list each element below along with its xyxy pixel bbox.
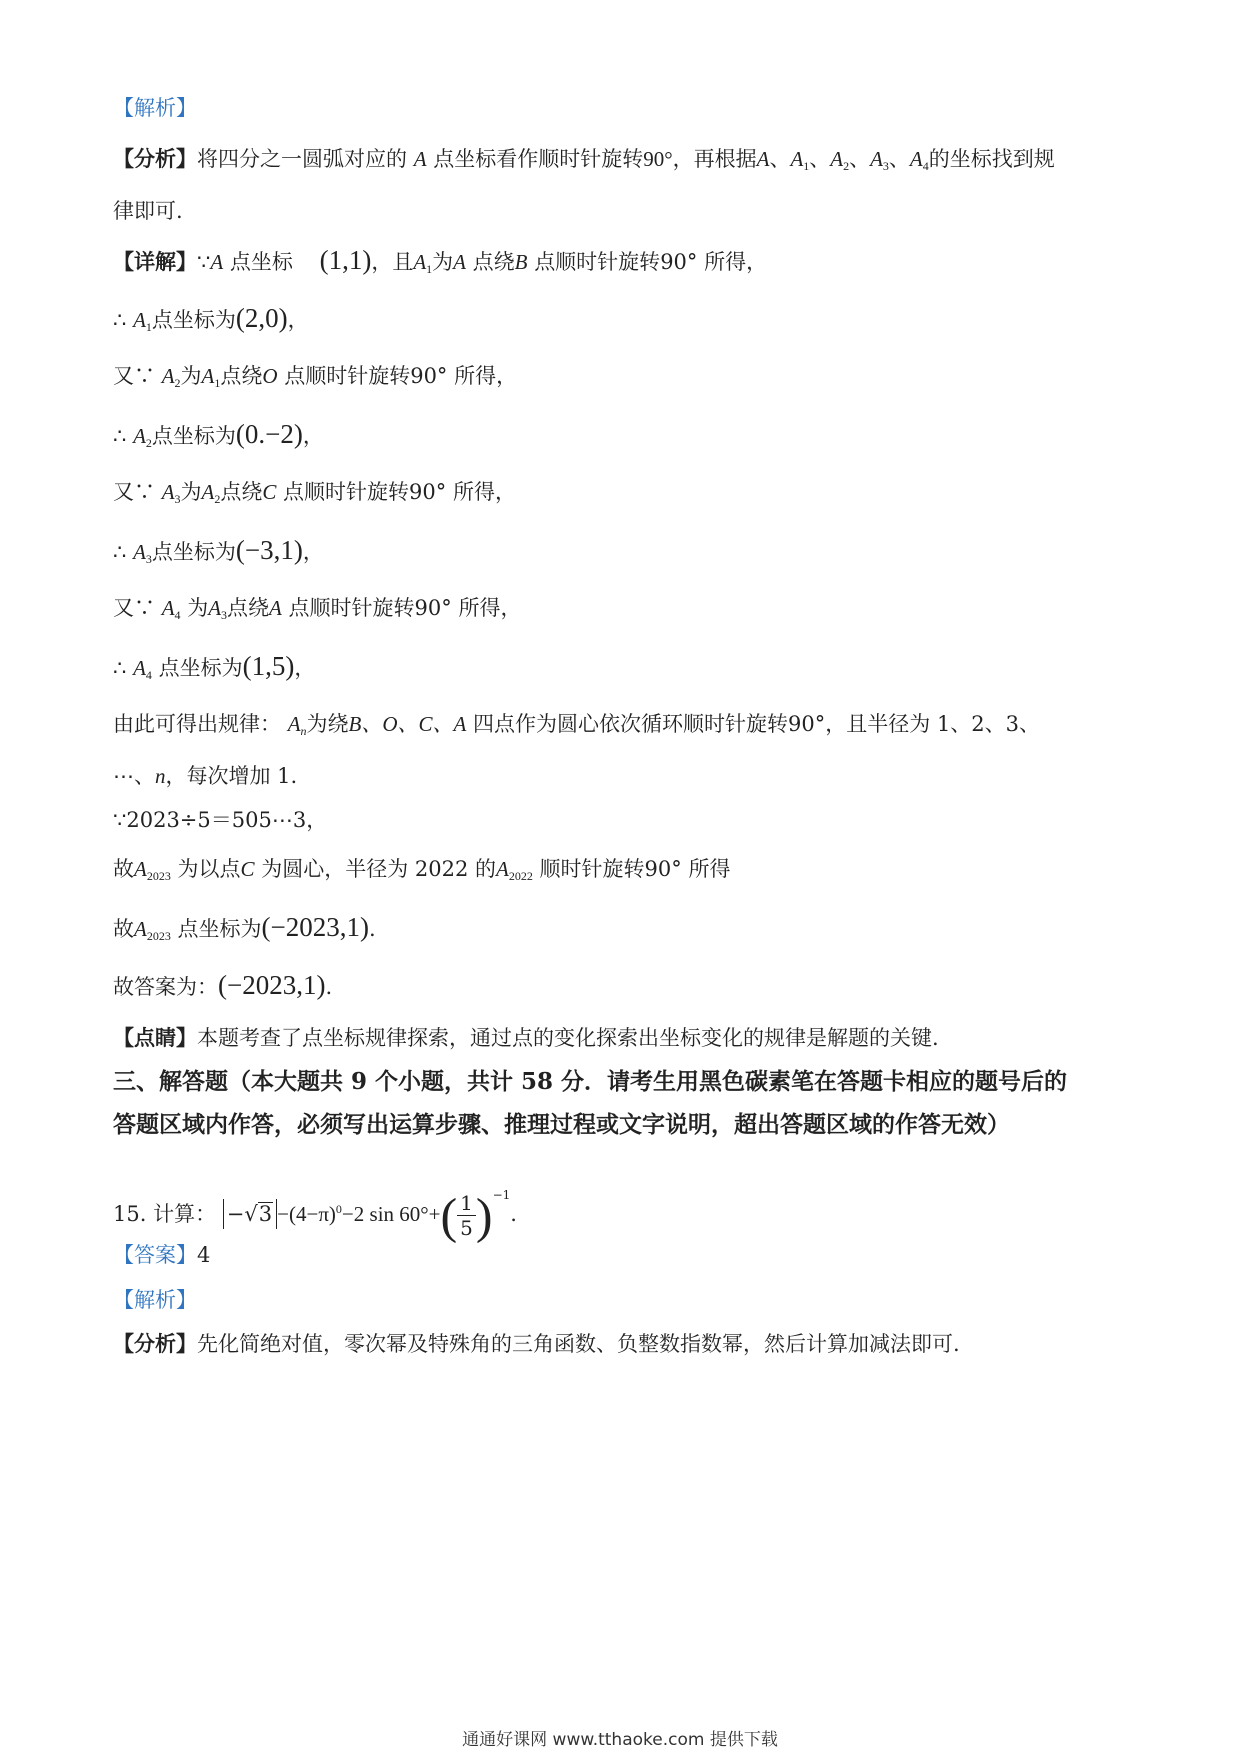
analysis-text-d: 的坐标找到规 [928, 147, 1055, 171]
text: 所得， [454, 364, 518, 388]
math-A4: $A_4$ [161, 596, 181, 622]
because-sign: ∵ [197, 250, 211, 274]
detail-line-8 [113, 652, 315, 689]
text: 点坐标 [229, 250, 293, 274]
denominator: 5 [460, 1216, 473, 1240]
text: 点坐标为 [158, 656, 243, 680]
text: 每次增加 1. [186, 764, 298, 788]
calc-line: ∵2023÷5＝505⋯3， [113, 808, 328, 832]
text: 点坐标为 [151, 424, 236, 448]
coord-A2: (0.−2) [235, 419, 303, 449]
text: 故 [113, 857, 134, 881]
text: 所得 [688, 857, 731, 881]
math-A1: $A_1$ [201, 364, 221, 390]
math-A2: $A_2$ [201, 480, 221, 506]
math-A3: $A_3$ [208, 596, 228, 622]
dunhao: 、 [134, 764, 155, 788]
gu-line-2 [113, 913, 376, 950]
text: 点绕 [220, 364, 263, 388]
exponent-neg1: −1 [492, 1188, 511, 1202]
deg-90: 90° [644, 857, 682, 881]
math-A: A [756, 147, 770, 171]
text: 故答案为： [113, 975, 218, 999]
answer-line [113, 971, 332, 1001]
analysis-text-c: ，再根据 [672, 147, 757, 171]
rule-line-2 [113, 762, 297, 790]
text: 为以点 [177, 857, 241, 881]
text: 为绕 [306, 712, 349, 736]
text: 点坐标为 [177, 917, 262, 941]
comma: ， [302, 424, 324, 448]
question-15 [113, 1165, 517, 1244]
text: 又∵ [113, 364, 155, 388]
dianjing-label: 【点睛】 [113, 1025, 197, 1050]
rule-line-1 [113, 710, 1040, 745]
numerator: 1 [457, 1191, 476, 1216]
text: 为 [432, 250, 454, 274]
detail-line-5 [113, 478, 516, 513]
text: 点坐标为 [151, 540, 236, 564]
coord-A3: (−3,1) [235, 535, 303, 565]
math-A2022: $A_{2022}$ [496, 857, 533, 883]
analysis-line-2: 律即可. [113, 199, 183, 223]
jiexi-label-1: 【解析】 [113, 96, 197, 120]
text: 点坐标为 [151, 308, 236, 332]
analysis-text-a: 将四分之一圆弧对应的 [197, 147, 407, 171]
coord-answer: (−2023,1) [261, 912, 369, 942]
sin-term: −2 sin 60°+ [341, 1202, 441, 1226]
analysis-line-1 [113, 145, 1055, 180]
text: 点绕 [472, 250, 515, 274]
deg-90: 90° [414, 596, 452, 620]
math-A3: $A_3$ [133, 540, 152, 566]
math-A2023: $A_{2023}$ [134, 917, 171, 943]
math-C: C [262, 480, 277, 504]
math-A2: $A_2$ [830, 147, 850, 173]
math-A: A [453, 250, 466, 274]
dianjing-text: 本题考查了点坐标规律探索，通过点的变化探索出坐标变化的规律是解题的关键. [197, 1026, 939, 1050]
period: . [510, 1202, 517, 1226]
gu-line-1 [113, 855, 730, 890]
text: 为 [180, 480, 202, 504]
math-A: A [413, 147, 427, 171]
detail-line-4 [113, 420, 324, 457]
fraction [457, 1191, 476, 1240]
math-A3: $A_3$ [870, 147, 889, 173]
coord-A: (1,1) [319, 245, 372, 275]
deg-90: 90° [409, 480, 447, 504]
fenxi-label-2: 【分析】 [113, 1331, 197, 1356]
deg-90: 90° [643, 147, 673, 171]
text: 所得， [458, 596, 522, 620]
text: 所得， [452, 480, 516, 504]
question-number: 15. 计算： [113, 1202, 217, 1226]
comma: ， [294, 656, 316, 680]
answer-value: 4 [197, 1243, 211, 1267]
text: 为圆心，半径为 2022 的 [261, 857, 497, 881]
math-BOCA: B、O、C、A [348, 712, 467, 736]
text: 由此可得出规律： [113, 712, 281, 736]
detail-line-6 [113, 536, 324, 573]
math-An: $A_n$ [287, 712, 307, 738]
math-A3: $A_3$ [161, 480, 181, 506]
therefore-sign: ∴ [113, 540, 127, 564]
math-A4: $A_4$ [909, 147, 929, 173]
text: 点顺时针旋转 [534, 250, 661, 274]
text: 点顺时针旋转 [288, 596, 415, 620]
therefore-sign: ∴ [113, 308, 127, 332]
text: 为 [187, 596, 209, 620]
math-A4: $A_4$ [133, 656, 152, 682]
zero-power: $-(4-\pi)^0$ [277, 1202, 342, 1226]
period: . [368, 917, 376, 941]
deg-90: 90° [788, 712, 826, 736]
text: 又∵ [113, 596, 155, 620]
therefore-sign: ∴ [113, 424, 127, 448]
jiexi-label-2: 【解析】 [113, 1288, 197, 1312]
math-A1: $A_1$ [790, 147, 810, 173]
text: 四点作为圆心依次循环顺时针旋转 [473, 712, 789, 736]
answer-15 [113, 1241, 210, 1269]
coord-answer: (−2023,1) [218, 970, 326, 1000]
dianjing-line [113, 1024, 939, 1052]
text: 点顺时针旋转 [284, 364, 411, 388]
analysis-15-text: 先化简绝对值，零次幂及特殊角的三角函数、负整数指数幂，然后计算加减法即可. [197, 1332, 960, 1356]
text: ，且 [371, 250, 414, 274]
text: 点顺时针旋转 [283, 480, 410, 504]
detail-line-3 [113, 362, 517, 397]
xiangjie-label: 【详解】 [113, 249, 197, 274]
comma: ， [287, 308, 309, 332]
deg-90: 90° [410, 364, 448, 388]
paren-left: ( [440, 1187, 458, 1244]
ellipsis: ⋯ [113, 764, 134, 788]
math-A1: $A_1$ [413, 250, 433, 276]
section-3-title-line-1: 三、解答题（本大题共 9 个小题，共计 58 分．请考生用黑色碳素笔在答题卡相应的题号后的 [113, 1068, 1068, 1095]
text: 为 [180, 364, 202, 388]
analysis-15 [113, 1330, 960, 1358]
text: 又∵ [113, 480, 155, 504]
period: . [325, 975, 333, 999]
math-A2: $A_2$ [161, 364, 181, 390]
abs-value: −√3 [223, 1199, 277, 1229]
daan-label: 【答案】 [113, 1243, 197, 1267]
math-A: A [269, 596, 282, 620]
text: 点绕 [220, 480, 263, 504]
text: 点绕 [227, 596, 270, 620]
text: 所得， [704, 250, 768, 274]
detail-line-2 [113, 304, 309, 341]
comma: ， [165, 764, 187, 788]
fenxi-label-1: 【分析】 [113, 146, 197, 171]
coord-A4: (1,5) [242, 651, 295, 681]
detail-line-1 [113, 246, 767, 283]
dunhao: 、 [809, 147, 831, 171]
dunhao: 、 [769, 147, 791, 171]
analysis-text-b: 点坐标看作顺时针旋转 [433, 147, 644, 171]
math-n: n [155, 764, 166, 788]
dunhao: 、 [849, 147, 871, 171]
section-3-title-line-2: 答题区域内作答，必须写出运算步骤、推理过程或文字说明，超出答题区域的作答无效） [113, 1111, 1010, 1138]
text: 顺时针旋转 [539, 857, 645, 881]
math-O: O [262, 364, 278, 388]
coord-A1: (2,0) [235, 303, 288, 333]
math-A2023: $A_{2023}$ [134, 857, 171, 883]
therefore-sign: ∴ [113, 656, 127, 680]
deg-90: 90° [660, 250, 698, 274]
paren-right: ) [475, 1187, 493, 1244]
math-A: A [210, 250, 224, 274]
math-B: B [514, 250, 528, 274]
math-A1: $A_1$ [133, 308, 152, 334]
math-C: C [240, 857, 255, 881]
sqrt-arg: 3 [258, 1202, 273, 1226]
math-A2: $A_2$ [133, 424, 152, 450]
text: 故 [113, 917, 134, 941]
footer: 通通好课网 www.tthaoke.com 提供下载 [462, 1730, 778, 1750]
dunhao: 、 [888, 147, 910, 171]
comma: ， [302, 540, 324, 564]
text: ，且半径为 1、2、3、 [825, 712, 1041, 736]
detail-line-7 [113, 594, 521, 629]
